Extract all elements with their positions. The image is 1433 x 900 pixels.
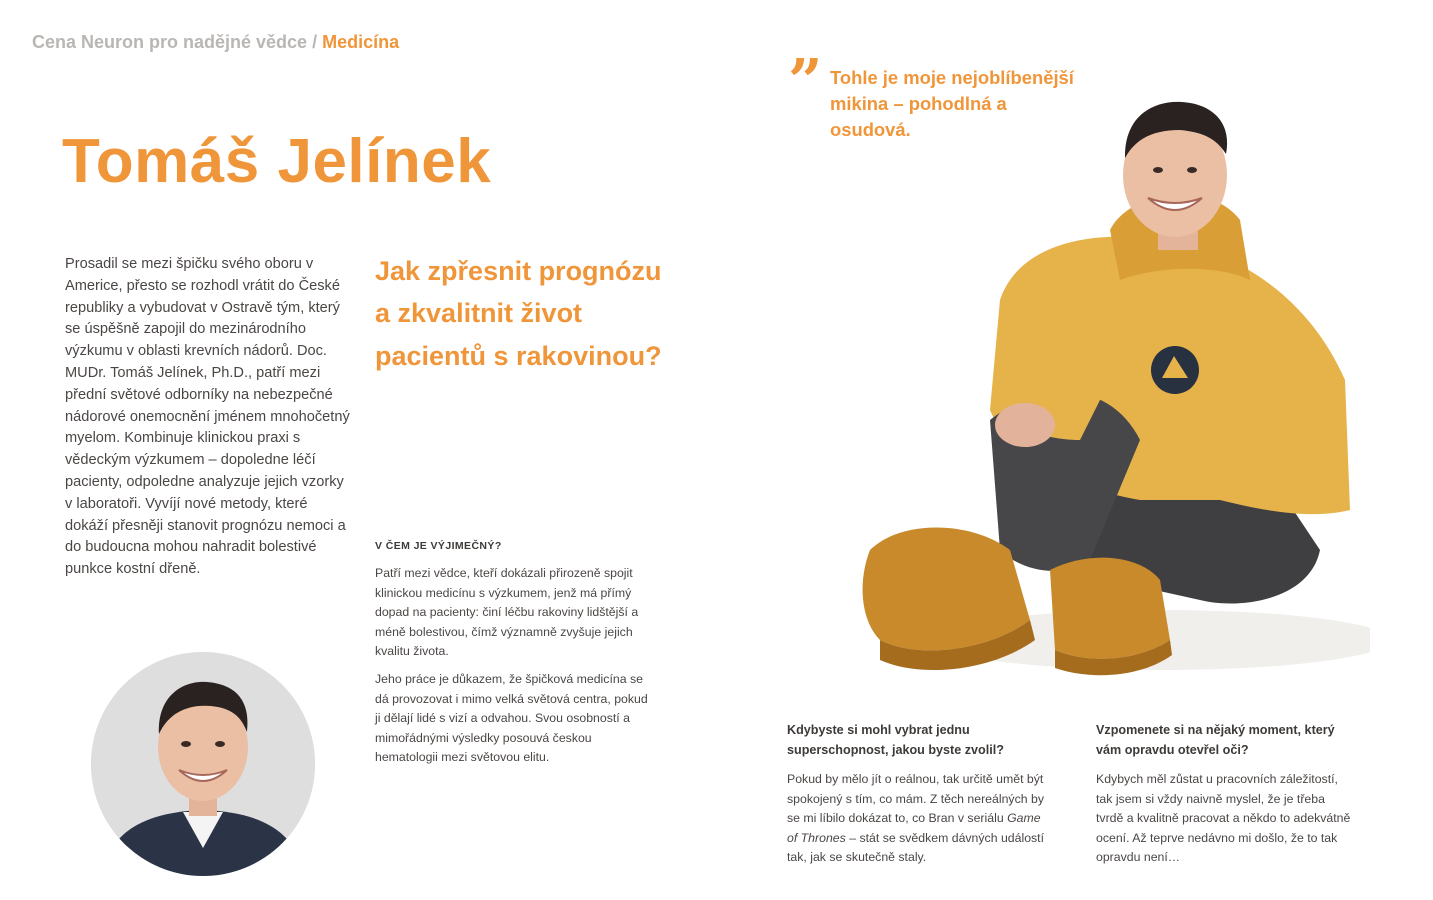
quote-mark-icon: ” <box>788 47 823 117</box>
headline-question: Jak zpřesnit prognózu a zkvalitnit život pacientů s rakovinou? <box>375 256 662 371</box>
page-title: Tomáš Jelínek <box>62 127 492 196</box>
breadcrumb-separator: / <box>307 32 323 52</box>
exceptional-paragraph-2: Jeho práce je důkazem, že špičková medicína se dá provozovat i mimo velká světová centra, pokud ji dělají lidé s vizí a odvahou. Svou osobností a mimořádnými výsledky posouvá českou hematologii mezi světovou elitu. <box>375 671 648 765</box>
qa-superpower-answer-title: Game of Thrones <box>787 811 1041 845</box>
breadcrumb-current[interactable]: Medicína <box>322 32 400 52</box>
intro-paragraph: Prosadil se mezi špičku svého oboru v Americe, přesto se rozhodl vrátit do České republiky a vybudovat v Ostravě tým, který se úspěšně zapojil do mezinárodního výzkumu v oblasti krevních nádorů. Doc. MUDr. Tomáš Jelínek, Ph.D., patří mezi přední světové odborníky na nebezpečné nádorové onemocnění jménem mnohočetný myelom. Kombinuje klinickou praxi s vědeckým výzkumem – dopoledne léčí pacienty, odpoledne analyzuje jejich vzorky v laboratoři. Vyvíjí nové metody, které dokáží přesněji stanovit prognózu nemoci a do budoucna mohou nahradit bolestivé punkce kostní dřeně. <box>65 256 350 578</box>
exceptional-paragraph-1: Patří mezi vědce, kteří dokázali přirozeně spojit klinickou medicínu s výzkumem, jenž má přímý dopad na pacienty: činí léčbu rakoviny lidštější a méně bolestivou, čímž významně zvyšuje jejich kvalitu života. <box>375 566 639 659</box>
hero-photo <box>840 80 1370 710</box>
hero-photo-illustration <box>840 80 1370 710</box>
portrait-illustration <box>91 652 315 876</box>
qa-superpower-question: Kdybyste si mohl vybrat jednu superschopnost, jakou byste zvolil? <box>787 723 1004 757</box>
qa-eye-opener-question: Vzpomenete si na nějaký moment, který vám opravdu otevřel oči? <box>1096 723 1335 757</box>
portrait-photo <box>91 652 315 876</box>
qa-superpower <box>787 720 1052 868</box>
breadcrumb <box>32 32 399 53</box>
qa-superpower-answer-end: – stát se svědkem dávných událostí tak, jak se skutečně staly. <box>787 830 1045 865</box>
breadcrumb-section[interactable]: Cena Neuron pro nadějné vědce <box>32 32 308 52</box>
exceptional-body <box>375 564 650 776</box>
quote-text: Tohle je moje nejoblíbenější mikina – pohodlná a osudová. <box>830 67 1074 140</box>
qa-eye-opener <box>1096 720 1351 868</box>
qa-eye-opener-answer: Kdybych měl zůstat u pracovních záležitostí, tak jsem si vždy naivně myslel, že je třeba tvrdě a kvalitně pracovat a někdo to adekvátně ocení. Až teprve nedávno mi došlo, že to tak opravdu není… <box>1096 772 1351 865</box>
exceptional-heading: V ČEM JE VÝJIMEČNÝ? <box>375 540 502 552</box>
qa-superpower-answer-start: Pokud by mělo jít o reálnou, tak určitě umět být spokojený s tím, co mám. Z těch nereálných by se mi líbilo dokázat to, co Bran v seriálu <box>787 772 1044 826</box>
qa-superpower-answer <box>787 770 1052 868</box>
